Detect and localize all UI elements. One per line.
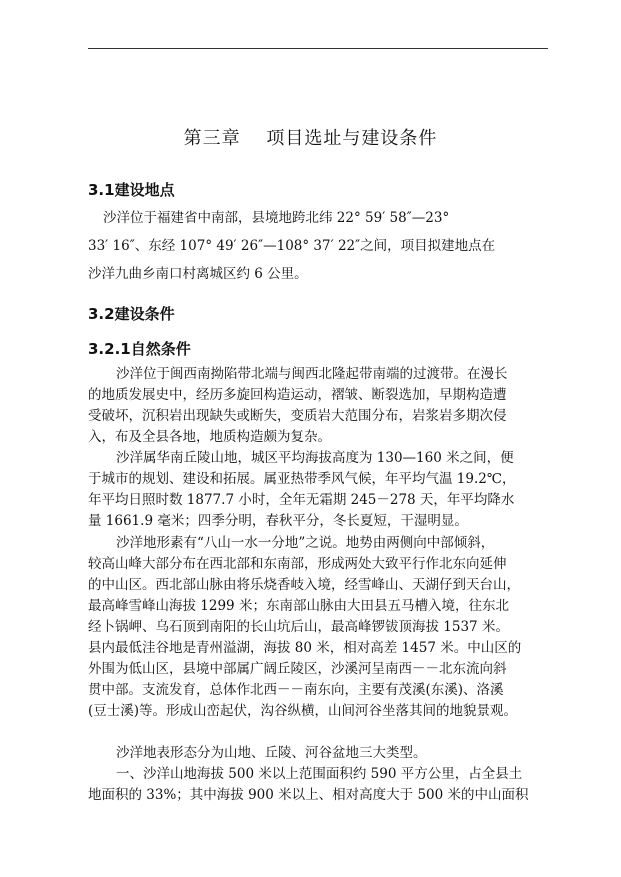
- chapter-title: 第三章 项目选址与建设条件: [183, 128, 438, 149]
- paragraph-line: 外围为低山区，县境中部属广阔丘陵区，沙溪河呈南西－－北东流向斜: [88, 661, 507, 677]
- paragraph-line: 入，布及全县各地，地质构造颇为复杂。: [88, 429, 331, 445]
- paragraph-line: 沙洋属华南丘陵山地，城区平均海拔高度为 130—160 米之间，便: [116, 450, 514, 466]
- paragraph-line: 沙洋九曲乡南口村离城区约 6 公里。: [88, 266, 308, 282]
- paragraph-line: (豆士溪)等。形成山峦起伏，沟谷纵横，山间河谷坐落其间的地貌景观。: [88, 703, 518, 719]
- paragraph-line: 的地质发展史中，经历多旋回构造运动，褶皱、断裂选加，早期构造遭: [88, 387, 507, 403]
- paragraph-line: 沙洋地形素有“八山一水一分地”之说。地势由两侧向中部倾斜，: [116, 535, 495, 551]
- paragraph-line: 沙洋位于福建省中南部，县境地跨北纬 22° 59′ 58″—23°: [103, 210, 450, 226]
- paragraph-line: 受破坏，沉积岩出现缺失或断失，变质岩大范围分布，岩浆岩多期次侵: [88, 408, 507, 424]
- paragraph-line: 较高山峰大部分布在西北部和东南部，形成两处大致平行作北东向延伸: [88, 556, 507, 572]
- paragraph-line: 一、沙洋山地海拔 500 米以上范围面积约 590 平方公里，占全县土: [116, 766, 523, 782]
- paragraph-line: 沙洋位于闽西南拗陷带北端与闽西北隆起带南端的过渡带。在漫长: [116, 366, 508, 382]
- header-rule: [88, 48, 548, 49]
- paragraph-line: 经卜锅岬、乌石顶到南阳的长山坑后山，最高峰锣钹顶海拔 1537 米。: [88, 619, 509, 635]
- paragraph-line: 年平均日照时数 1877.7 小时，全年无霜期 245－278 天，年平均降水: [88, 492, 515, 508]
- paragraph-line: 的中山区。西北部山脉由将乐烧香岐入境，经雪峰山、天湖仔到天台山，: [88, 577, 520, 593]
- paragraph-line: 沙洋地表形态分为山地、丘陵、河谷盆地三大类型。: [116, 745, 427, 761]
- section-heading-3-1: 3.1建设地点: [88, 181, 175, 199]
- section-heading-3-2-1: 3.2.1自然条件: [88, 340, 191, 358]
- paragraph-line: 贯中部。支流发育，总体作北西－－南东向，主要有茂溪(东溪)、洛溪: [88, 682, 504, 698]
- paragraph-line: 量 1661.9 毫米；四季分明，春秋平分，冬长夏短，干湿明显。: [88, 513, 468, 529]
- paragraph-line: 县内最低洼谷地是青州溢湖，海拔 80 米，相对高差 1457 米。中山区的: [88, 640, 522, 656]
- paragraph-line: 地面积的 33%；其中海拔 900 米以上、相对高度大于 500 米的中山面积: [88, 787, 529, 803]
- paragraph-line: 于城市的规划、建设和拓展。属亚热带季风气候，年平均气温 19.2℃，: [88, 471, 516, 487]
- paragraph-line: 最高峰雪峰山海拔 1299 米；东南部山脉由大田县五马槽入境，往东北: [88, 598, 509, 614]
- section-heading-3-2: 3.2建设条件: [88, 305, 175, 323]
- paragraph-line: 33′ 16″、东经 107° 49′ 26″—108° 37′ 22″之间，项目拟建地点在: [88, 238, 496, 254]
